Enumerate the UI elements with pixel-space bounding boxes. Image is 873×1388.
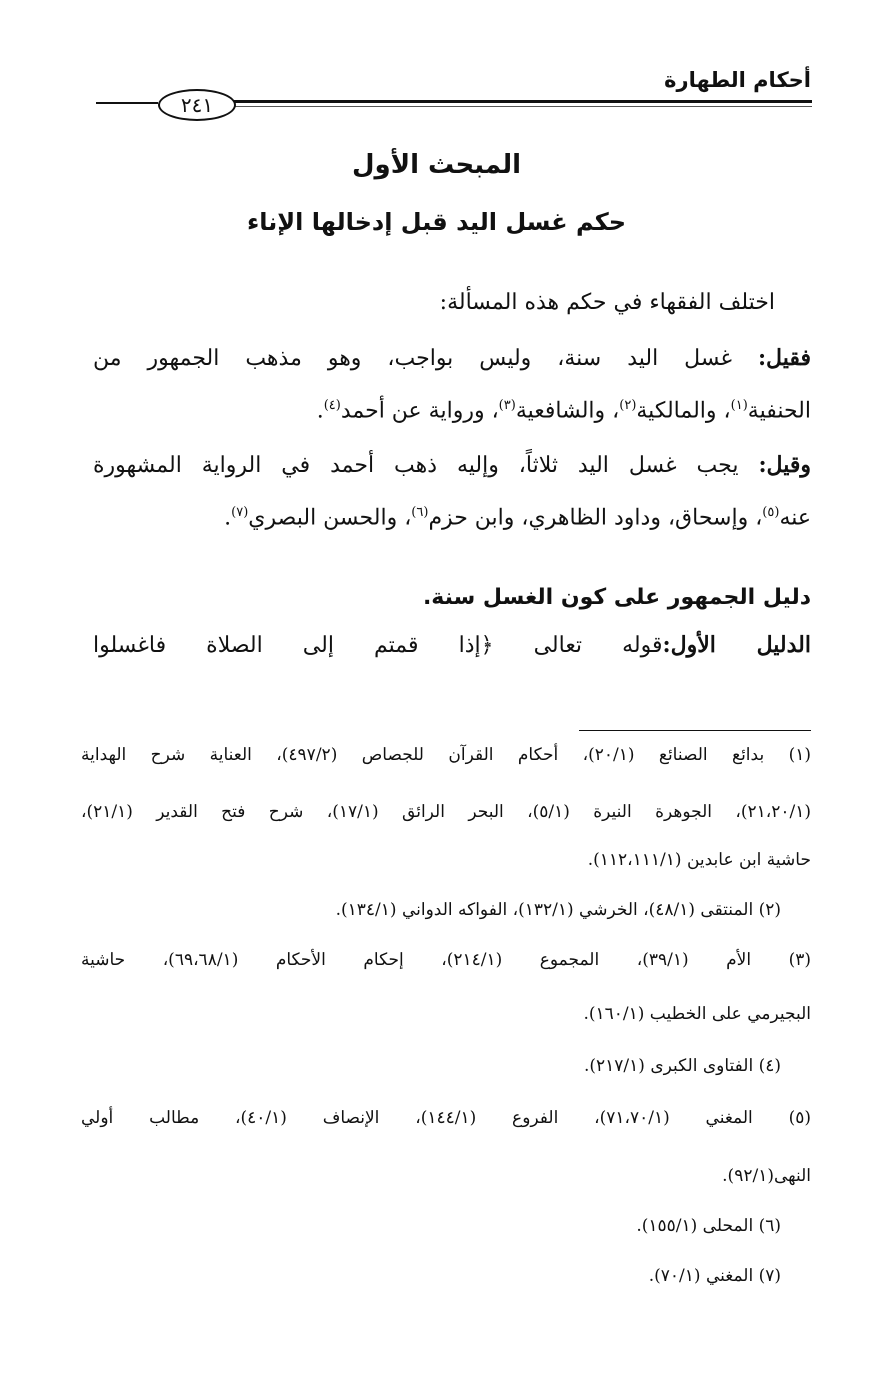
footnote-3-line-2: البجيرمي على الخطيب (١٦٠/١).: [583, 1004, 811, 1024]
header-rule-thin: [232, 106, 812, 107]
footnote-ref: (٢): [619, 398, 637, 413]
footnote-6: (٦) المحلى (١٥٥/١).: [636, 1216, 781, 1236]
text: عنه: [779, 505, 811, 531]
opinion-one-lead: فقيل:: [757, 345, 812, 371]
footnote-1-line-1: (١) بدائع الصنائع (٢٠/١)، أحكام القرآن للجصاص (٤٩٧/٢)، العناية شرح الهداية: [81, 745, 812, 765]
footnote-2: (٢) المنتقى (٤٨/١)، الخرشي (١٣٢/١)، الفواكه الدواني (١٣٤/١).: [335, 900, 781, 920]
header-rule-left: [96, 102, 158, 104]
footnote-1-line-3: حاشية ابن عابدين (١١٢،١١١/١).: [587, 850, 811, 870]
footnote-3-line-1: (٣) الأم (٣٩/١)، المجموع (٢١٤/١)، إحكام الأحكام (٦٩،٦٨/١)، حاشية: [81, 950, 811, 970]
footnote-ref: (٣): [498, 398, 516, 413]
opinion-two-lead: وقيل:: [758, 452, 811, 478]
footnote-1-line-2: (٢١،٢٠/١)، الجوهرة النيرة (٥/١)، البحر الرائق (١٧/١)، شرح فتح القدير (٢١/١)،: [81, 802, 812, 822]
footnote-5-line-1: (٥) المغني (٧١،٧٠/١)، الفروع (١٤٤/١)، الإنصاف (٤٠/١)، مطالب أولي: [81, 1108, 812, 1128]
opinion-one-line-1: [93, 345, 811, 371]
footnote-ref: (٤): [323, 398, 341, 413]
page-number: ٢٤١: [158, 89, 236, 121]
text: ، والحسن البصري: [248, 505, 412, 531]
footnote-ref: (٧): [231, 505, 249, 520]
header-rule-thick: [232, 100, 812, 103]
opinion-two-line-2: [224, 505, 811, 530]
section-subheading: حكم غسل اليد قبل إدخالها الإناء: [246, 208, 627, 236]
madhhab-maliki: ، والمالكية: [636, 398, 731, 424]
period: .: [224, 505, 232, 531]
opinion-one-line-2: [317, 398, 811, 423]
running-header-title: أحكام الطهارة: [664, 68, 811, 92]
footnote-ref: (٦): [411, 505, 429, 520]
opinion-two-line-1: [93, 452, 811, 478]
evidence-section-title: دليل الجمهور على كون الغسل سنة.: [422, 585, 811, 610]
madhhab-ahmad: ، ورواية عن أحمد: [340, 398, 499, 424]
footnote-separator: [579, 730, 811, 731]
evidence-lead: الدليل الأول:: [662, 632, 811, 658]
madhhab-hanafi: الحنفية: [747, 398, 811, 424]
opinion-one-text: غسل اليد سنة، وليس بواجب، وهو مذهب الجمهور من: [93, 346, 758, 371]
evidence-line: [93, 632, 811, 658]
period: .: [316, 398, 324, 424]
opinion-two-text: يجب غسل اليد ثلاثاً، وإليه ذهب أحمد في الرواية المشهورة: [93, 453, 759, 478]
footnote-7: (٧) المغني (٧٠/١).: [648, 1266, 781, 1286]
footnote-4: (٤) الفتاوى الكبرى (٢١٧/١).: [583, 1056, 781, 1076]
footnote-ref: (١): [730, 398, 748, 413]
text: ، وإسحاق، وداود الظاهري، وابن حزم: [428, 505, 763, 531]
footnote-ref: (٥): [762, 505, 780, 520]
footnote-5-line-2: النهى(٩٢/١).: [722, 1166, 811, 1186]
intro-paragraph: اختلف الفقهاء في حكم هذه المسألة:: [439, 290, 775, 315]
evidence-text: قوله تعالى ﴿إذا قمتم إلى الصلاة فاغسلوا: [93, 633, 663, 658]
madhhab-shafii: ، والشافعية: [515, 398, 620, 424]
section-heading: المبحث الأول: [351, 150, 522, 180]
